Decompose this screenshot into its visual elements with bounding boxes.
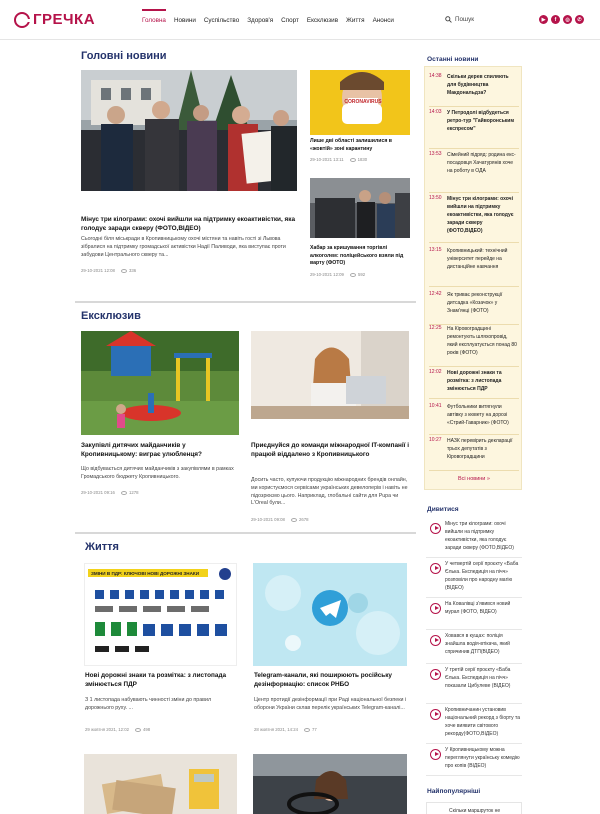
playground-news-date: 29-10-2021 09:16 — [81, 490, 115, 495]
telegram-news-lead: Центр протидії дезінформації при Раді національної безпеки і оборони України склав перелік українських Telegram-каналі... — [254, 697, 407, 711]
play-icon — [430, 563, 441, 574]
watch-item-text: Кропивничанин установив національний рекорд з біорту та хоче виявити світового рекорду(ФОТО,ВІДЕО) — [445, 707, 521, 738]
top-news-views: 336 — [121, 268, 136, 273]
quarantine-news-meta — [310, 157, 367, 162]
watch-item[interactable] — [426, 560, 522, 598]
section-divider — [75, 532, 416, 534]
main-nav — [142, 0, 394, 40]
nav-item-health[interactable]: Здоров'я — [247, 17, 274, 24]
watch-item[interactable] — [426, 520, 522, 558]
facebook-icon[interactable]: f — [551, 15, 560, 24]
watch-item-text: У четвертій серії проєкту «Баба Єлька. Експедиція на пічч» розповіли про народну магію (ВІДЕО) — [445, 561, 519, 592]
latest-news-item[interactable] — [429, 437, 519, 471]
play-icon — [430, 603, 441, 614]
eye-icon — [121, 269, 127, 273]
watch-item[interactable] — [426, 632, 522, 664]
latest-news-item[interactable] — [429, 325, 519, 367]
latest-news-item[interactable] — [429, 247, 519, 287]
latest-news-item[interactable] — [429, 195, 519, 243]
logo-mark-icon — [14, 12, 30, 28]
section-title-main-news: Головні новини — [81, 50, 167, 62]
road-signs-news-image[interactable] — [84, 563, 237, 666]
watch-item[interactable] — [426, 706, 522, 744]
eye-icon — [291, 518, 297, 522]
watch-item-text: У Кропивницькому можна переглянути українську комедію про копів (ВІДЕО) — [445, 747, 520, 770]
viber-icon[interactable]: ✆ — [575, 15, 584, 24]
nav-item-sport[interactable]: Спорт — [281, 17, 299, 24]
telegram-news-title[interactable]: Telegram-канали, які поширюють російську дезінформацію: список РНБО — [254, 672, 392, 688]
latest-news-title: Останні новини — [427, 56, 479, 63]
youtube-icon[interactable]: ▶ — [539, 15, 548, 24]
watch-item[interactable] — [426, 746, 522, 776]
top-news-lead: Сьогодні біля міськради в Кропивницькому охочі містяни та навіть гості зі Львова зібралися на підтримку громадської активістки Надії Паливоди, яка виступає проти забудови Центрального скверу та... — [81, 236, 286, 258]
latest-news-text: Скільки дерев спиляють для будівництва Макдональдза? — [447, 74, 509, 97]
watch-item-text: У третій серії проєкту «Баба Єлька. Експедиція на пічч» показали Цибулеве (ВІДЕО) — [445, 667, 511, 690]
latest-news-time: 13:53 — [429, 151, 442, 157]
instagram-icon[interactable]: ◎ — [563, 15, 572, 24]
watch-title: Дивитися — [427, 506, 459, 513]
play-icon — [430, 669, 441, 680]
quarantine-news-title[interactable]: Лише дві області залишилися в «жовтій» зоні карантину — [310, 138, 392, 152]
eye-icon — [350, 158, 356, 162]
quarantine-news-date: 29-10-2021 13:11 — [310, 157, 344, 162]
nav-item-home[interactable]: Головна — [142, 0, 166, 40]
it-company-news-meta — [251, 517, 309, 522]
eye-icon — [121, 491, 127, 495]
search-label: Пошук — [455, 16, 474, 23]
latest-news-item[interactable] — [429, 73, 519, 107]
search-button[interactable] — [445, 16, 474, 23]
money-news-image[interactable] — [84, 754, 237, 814]
popular-title: Найпопулярніші — [427, 788, 481, 795]
watch-item[interactable] — [426, 666, 522, 704]
latest-news-text: Нові дорожні знаки та розмітка: з листопада змінюється ПДР — [447, 370, 502, 393]
search-icon — [445, 16, 452, 23]
latest-news-text: Як триває реконструкції дитсадка «Козачок» у Знам'янці (ФОТО) — [447, 292, 503, 315]
section-divider — [75, 301, 416, 303]
play-icon — [430, 709, 441, 720]
latest-news-panel — [424, 66, 522, 490]
latest-news-time: 10:27 — [429, 437, 442, 443]
top-news-image[interactable] — [81, 70, 297, 191]
latest-news-item[interactable] — [429, 109, 519, 149]
road-signs-banner: ЗМІНИ В ПДР: КЛЮЧОВІ НОВІ ДОРОЖНІ ЗНАКИ — [91, 571, 199, 576]
road-signs-news-title[interactable]: Нові дорожні знаки та розмітка: з листопада змінюється ПДР — [85, 672, 227, 688]
latest-news-text: Кропивницький: технічний університет перейде на дистанційне навчання — [447, 248, 508, 271]
eye-icon — [350, 273, 356, 277]
latest-news-time: 13:50 — [429, 195, 442, 201]
watch-item[interactable] — [426, 600, 522, 630]
latest-news-time: 12:25 — [429, 325, 442, 331]
road-signs-news-lead: З 1 листопада набувають чинності зміни до правил дорожнього руху. ... — [85, 697, 212, 711]
nav-item-society[interactable]: Суспільство — [203, 17, 240, 24]
logo-text: ГРЕЧКА — [33, 11, 96, 28]
latest-news-text: Сімейний підряд: родина екс-посадовця Хачатурянів хоче на роботу в ОДА — [447, 152, 516, 175]
watch-item-text: Ховався в кущах: поліція знайшла водія-втікача, який спричинив ДТП(ВІДЕО) — [445, 633, 510, 656]
road-signs-news-date: 29 жовтня 2021, 12:02 — [85, 727, 129, 732]
bribe-news-date: 29-10-2021 12:09 — [310, 272, 344, 277]
mask-label: CORONAVIRUS — [344, 99, 382, 105]
latest-news-item[interactable] — [429, 403, 519, 435]
latest-news-time: 10:41 — [429, 403, 442, 409]
latest-news-text: У Петродолі відбудеться ретро-тур "Гайворонським експресом" — [447, 110, 515, 133]
site-header — [0, 0, 600, 40]
road-signs-news-views: 498 — [135, 727, 150, 732]
nav-item-announcements[interactable]: Анонси — [372, 17, 394, 24]
it-company-news-title[interactable]: Приєднуйся до команди міжнародної IT-компанії і працюй віддалено з Кропивницького — [251, 442, 409, 458]
latest-news-item[interactable] — [429, 369, 519, 399]
bribe-news-views: 592 — [350, 272, 365, 277]
latest-news-text: На Кіровоградщині ремонтують шляхопровід, який експлуатується понад 80 років (ФОТО) — [447, 326, 517, 357]
it-company-news-image[interactable] — [251, 331, 409, 419]
latest-news-time: 14:38 — [429, 73, 442, 79]
driving-news-image[interactable] — [253, 754, 407, 814]
quarantine-news-image[interactable] — [310, 70, 410, 135]
section-title-exclusive: Ексклюзив — [81, 310, 141, 322]
nav-item-news[interactable]: Новини — [173, 17, 196, 24]
latest-news-text: Мінус три кілограми: охочі вийшли на підтримку екоактивістки, яка голодує заради скверу (ФОТО,ВІДЕО) — [447, 196, 514, 235]
social-links — [539, 15, 584, 24]
playground-news-title[interactable]: Закупівлі дитячих майданчиків у Кропивницькому: виграє улюбленця? — [81, 442, 202, 458]
nav-item-life[interactable]: Життя — [346, 17, 365, 24]
eye-icon — [304, 728, 310, 732]
play-icon — [430, 635, 441, 646]
playground-news-lead: Що відбувається дитячих майданчиків з закупівлями в рамках Громадського бюджету Кропивницького. — [81, 466, 234, 480]
eye-icon — [135, 728, 141, 732]
popular-item[interactable] — [426, 802, 522, 814]
site-logo[interactable] — [14, 11, 95, 28]
telegram-news-date: 28 жовтня 2021, 14:24 — [254, 727, 298, 732]
watch-item-text: На Ковалівці з'явився новий мурал (ФОТО, ВІДЕО) — [445, 601, 511, 616]
playground-news-meta — [81, 490, 139, 495]
watch-item-text: Мінус три кілограми: охочі вийшли на підтримку екоактивістки, яка голодує заради скверу (ФОТО,ВІДЕО) — [445, 521, 514, 552]
bribe-news-title[interactable]: Хабар за кришування торгівлі алкоголем: поліцейського взяли під варту (ФОТО) — [310, 245, 404, 267]
latest-news-text: НАЗК перевірить декларації трьох депутатів з Кіровоградщини — [447, 438, 513, 461]
latest-news-time: 12:02 — [429, 369, 442, 375]
latest-news-text: Футбольники витягнули автівку з кювету на дорозі «Стрий-Гаварник» (ФОТО) — [447, 404, 509, 427]
latest-news-time: 14:03 — [429, 109, 442, 115]
it-company-news-date: 29-10-2021 09:08 — [251, 517, 285, 522]
telegram-news-image[interactable] — [253, 563, 407, 666]
latest-news-item[interactable] — [429, 291, 519, 325]
play-icon — [430, 749, 441, 760]
quarantine-news-views: 1830 — [350, 157, 368, 162]
it-company-news-lead: Досить часто, купуючи продукцію міжнародних брендів онлайн, ми користуємося сервісами українських девелоперів і навіть не підозрюємо цього. Наприклад, глобальні сайти для Pupa чи L'Oreal були... — [251, 477, 408, 507]
popular-item-text: Скільки маршруток не — [449, 808, 501, 814]
it-company-news-views: 2678 — [291, 517, 309, 522]
latest-news-item[interactable] — [429, 151, 519, 193]
top-news-title[interactable]: Мінус три кілограми: охочі вийшли на підтримку екоактивістки, яка голодує заради скверу (ФОТО,ВІДЕО) — [81, 216, 296, 232]
road-signs-news-meta — [85, 727, 150, 732]
top-news-date: 29-10-2021 12:08 — [81, 268, 115, 273]
telegram-news-views: 77 — [304, 727, 317, 732]
nav-item-exclusive[interactable]: Ексклюзив — [306, 17, 339, 24]
latest-news-time: 13:15 — [429, 247, 442, 253]
top-news-meta — [81, 268, 136, 273]
playground-news-views: 1278 — [121, 490, 139, 495]
all-news-link[interactable]: Всі новини » — [458, 476, 490, 482]
playground-news-image[interactable] — [81, 331, 239, 435]
section-title-life: Життя — [85, 541, 119, 553]
telegram-news-meta — [254, 727, 317, 732]
bribe-news-meta — [310, 272, 365, 277]
bribe-news-image[interactable] — [310, 178, 410, 238]
play-icon — [430, 523, 441, 534]
latest-news-time: 12:42 — [429, 291, 442, 297]
